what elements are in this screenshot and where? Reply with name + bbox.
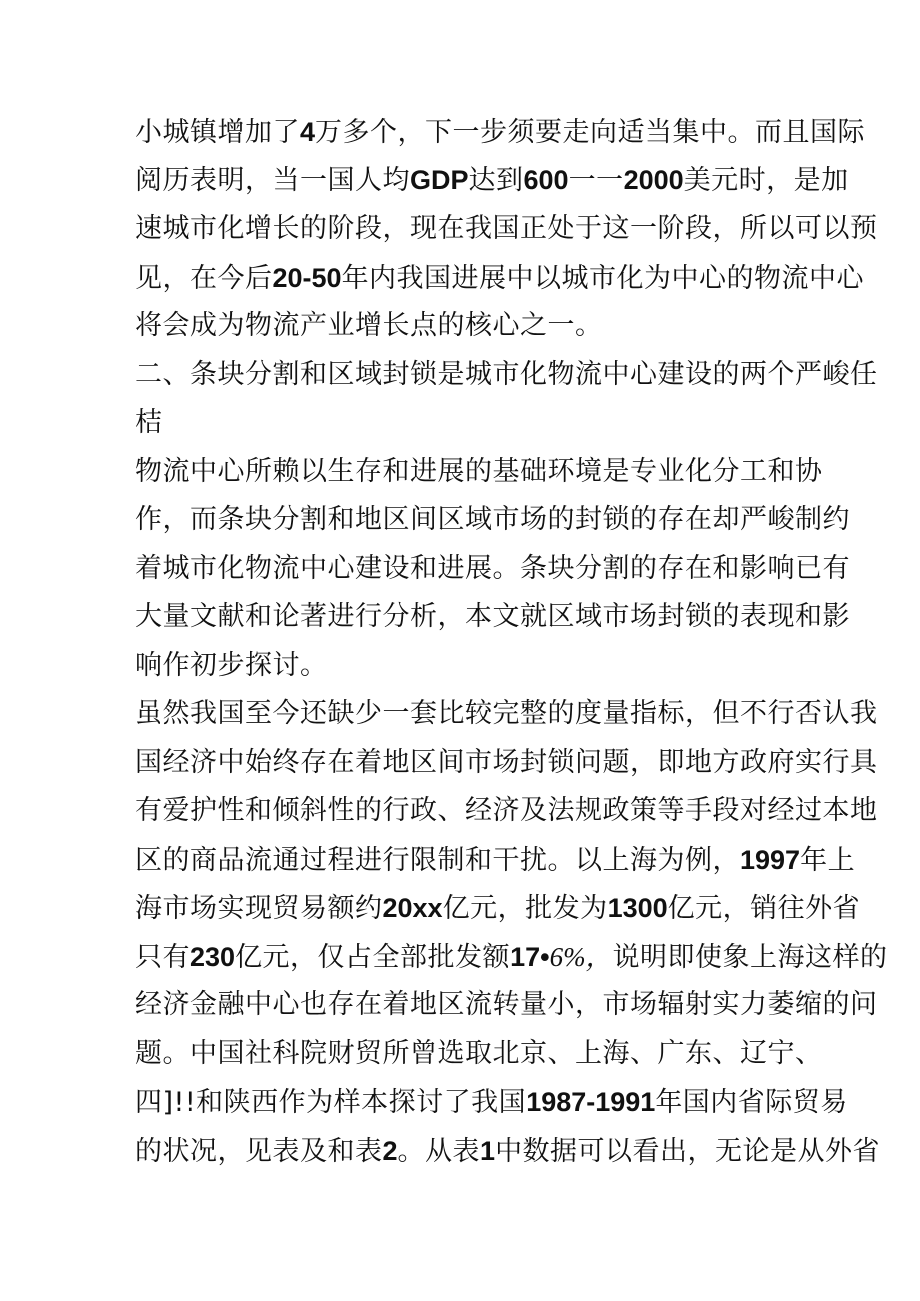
- text-line-17: 海市场实现贸易额约20xx亿元，批发为1300亿元，销往外省: [135, 893, 861, 924]
- section-heading-line-1: 二、条块分割和区域封锁是城市化物流中心建设的两个严峻任: [135, 359, 878, 390]
- text-line-14: 国经济中始终存在着地区间市场封锁问题，即地方政府实行具: [135, 747, 878, 778]
- text-line-9: 作，而条块分割和地区间区域市场的封锁的存在却严峻制约: [135, 504, 850, 535]
- text-line-16: 区的商品流通过程进行限制和干扰。以上海为例，1997年上: [135, 845, 856, 876]
- text-line-1: 小城镇增加了4万多个，下一步须要走向适当集中。而且国际: [135, 117, 866, 148]
- text-line-2: 阅历表明，当一国人均GDP达到600一一2000美元时，是加: [135, 165, 849, 196]
- text-line-15: 有爱护性和倾斜性的行政、经济及法规政策等手段对经过本地: [135, 795, 878, 826]
- text-line-5: 将会成为物流产业增长点的核心之一。: [135, 310, 603, 341]
- text-line-21: 四]!!和陕西作为样本探讨了我国1987-1991年国内省际贸易: [135, 1087, 848, 1118]
- text-line-11: 大量文献和论著进行分析，本文就区域市场封锁的表现和影: [135, 601, 850, 632]
- text-line-13: 虽然我国至今还缺少一套比较完整的度量指标，但不行否认我: [135, 698, 878, 729]
- text-line-4: 见，在今后20-50年内我国进展中以城市化为中心的物流中心: [135, 263, 865, 294]
- text-line-19: 经济金融中心也存在着地区流转量小，市场辐射实力萎缩的问: [135, 989, 878, 1020]
- text-line-12: 响作初步探讨。: [135, 650, 328, 681]
- text-line-3: 速城市化增长的阶段，现在我国正处于这一阶段，所以可以预: [135, 213, 878, 244]
- section-heading-line-2: 桔: [135, 407, 163, 438]
- text-line-18: 只有230亿元，仅占全部批发额17•6%，说明即使象上海这样的: [135, 942, 888, 973]
- text-line-22: 的状况，见表及和表2。从表1中数据可以看出，无论是从外省: [135, 1136, 881, 1167]
- text-line-20: 题。中国社科院财贸所曾选取北京、上海、广东、辽宁、: [135, 1038, 823, 1069]
- text-line-8: 物流中心所赖以生存和进展的基础环境是专业化分工和协: [135, 456, 823, 487]
- text-line-10: 着城市化物流中心建设和进展。条块分割的存在和影响已有: [135, 553, 850, 584]
